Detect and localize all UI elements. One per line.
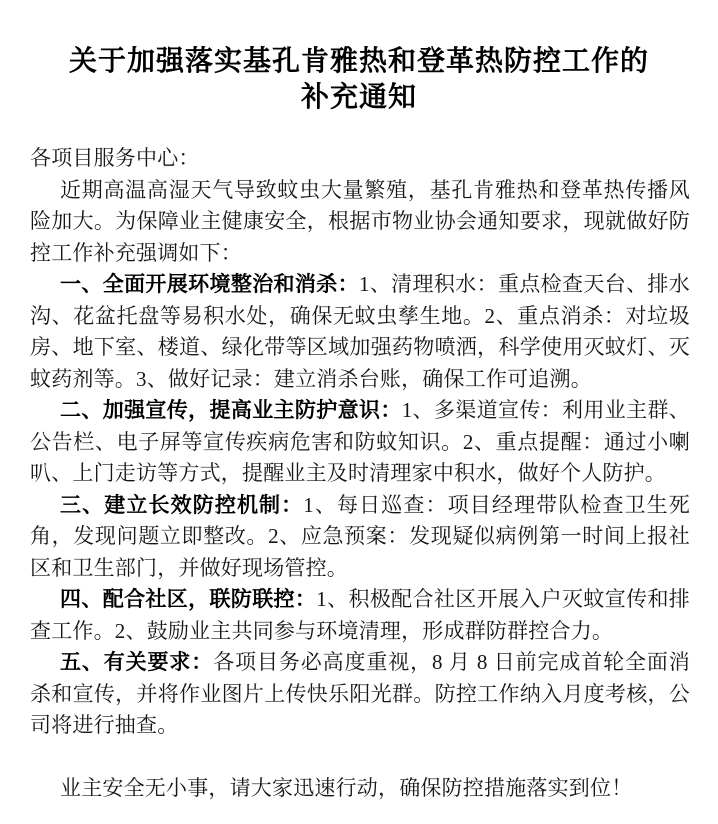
section-paragraph-4 (30, 584, 690, 647)
section-2-lead: 二、加强宣传，提高业主防护意识： (60, 398, 402, 422)
section-4-body: 1、积极配合社区开展入户灭蚊宣传和排查工作。2、鼓励业主共同参与环境清理，形成群防群控合力。 (30, 587, 690, 643)
section-3-lead: 三、建立长效防控机制： (60, 492, 304, 517)
document-body (0, 143, 718, 805)
closing-paragraph: 业主安全无小事，请大家迅速行动，确保防控措施落实到位！ (60, 776, 633, 800)
section-4-lead: 四、配合社区，联防联控： (60, 587, 317, 611)
section-1-lead: 一、全面开展环境整治和消杀： (60, 272, 359, 296)
section-5-lead: 五、有关要求： (60, 650, 214, 674)
salutation: 各项目服务中心： (30, 146, 200, 170)
document-title (0, 0, 718, 116)
section-paragraph-5 (30, 647, 690, 742)
document-title-line-1: 关于加强落实基孔肯雅热和登革热防控工作的 (68, 46, 649, 77)
section-paragraph-3 (30, 490, 690, 585)
document-title-line-2: 补充通知 (300, 82, 417, 113)
intro-paragraph: 近期高温高湿天气导致蚊虫大量繁殖，基孔肯雅热和登革热传播风险加大。为保障业主健康安全，根据市物业协会通知要求，现就做好防控工作补充强调如下： (30, 177, 690, 265)
section-3-body: 1、每日巡查：项目经理带队检查卫生死角，发现问题立即整改。2、应急预案：发现疑似病例第一时间上报社区和卫生部门，并做好现场管控。 (30, 492, 690, 580)
section-2-body: 1、多渠道宣传：利用业主群、公告栏、电子屏等宣传疾病危害和防蚊知识。2、重点提醒：通过小喇叭、上门走访等方式，提醒业主及时清理家中积水，做好个人防护。 (30, 398, 690, 485)
section-5-body: 各项目务必高度重视，8 月 8 日前完成首轮全面消杀和宣传，并将作业图片上传快乐阳光群。防控工作纳入月度考核，公司将进行抽查。 (30, 650, 691, 737)
section-paragraph-2 (30, 395, 690, 490)
section-paragraph-1 (30, 269, 690, 395)
section-1-body: 1、清理积水：重点检查天台、排水沟、花盆托盘等易积水处，确保无蚊虫孳生地。2、重点消杀：对垃圾房、地下室、楼道、绿化带等区域加强药物喷洒，科学使用灭蚊灯、灭蚊药剂等。3、做好记录：建立消杀台账，确保工作可追溯。 (30, 272, 690, 391)
